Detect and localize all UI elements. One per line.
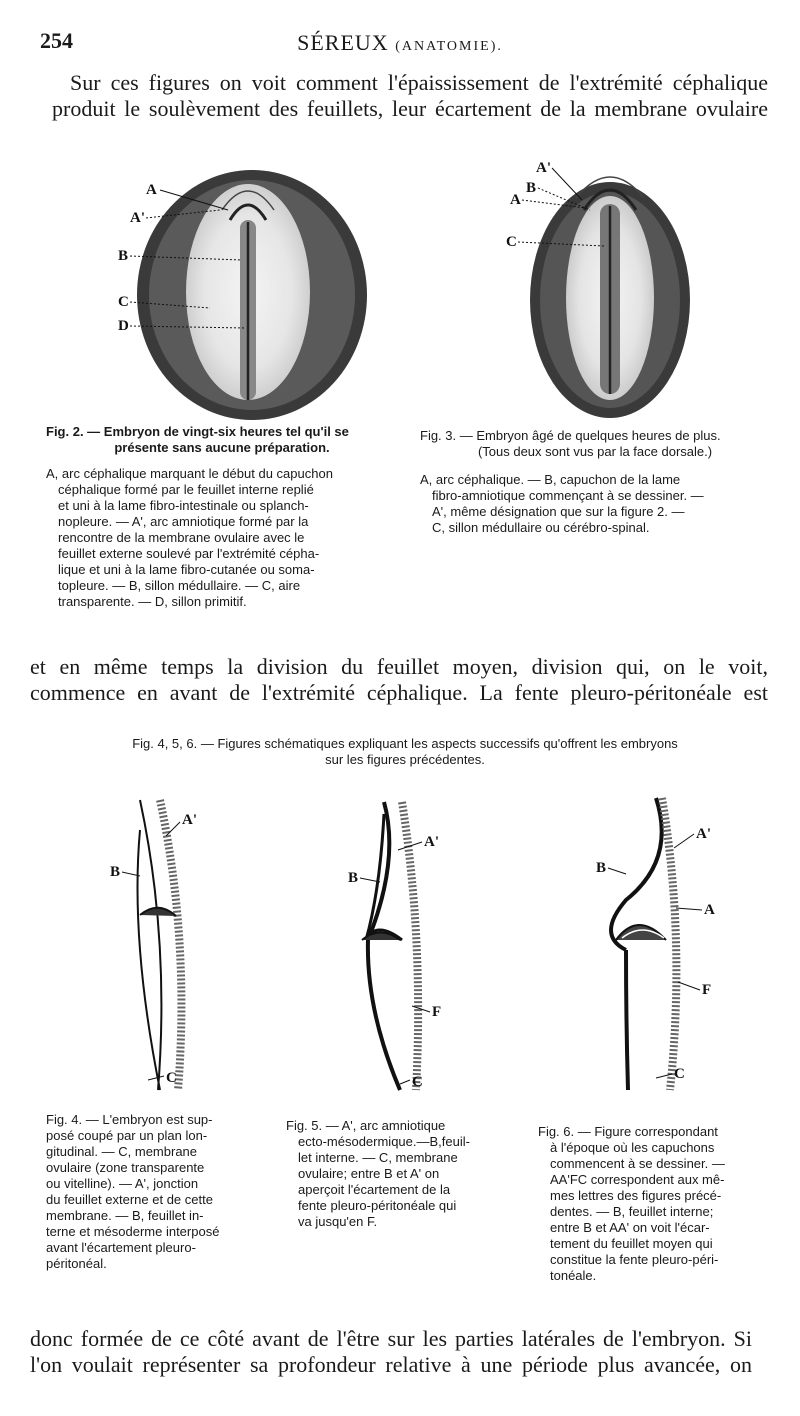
- fig4-label-b: B: [110, 864, 121, 880]
- fig6-caption-line: commencent à se dessiner. —: [550, 1156, 725, 1171]
- fig6-caption-line: mes lettres des figures précé-: [550, 1188, 722, 1203]
- fig5-leader-c: [400, 1080, 410, 1084]
- page-number: 254: [40, 28, 73, 53]
- intro-paragraph: [52, 70, 768, 122]
- fig3-legend-line: A', même désignation que sur la figure 2. —: [432, 504, 685, 519]
- fig4-caption-line: gitudinal. — C, membrane: [46, 1144, 198, 1159]
- fig4-ovular-membrane: [160, 800, 181, 1090]
- fig6-caption: [538, 1124, 770, 1284]
- fig6-illustration: [586, 790, 736, 1100]
- fig5-caption-line: va jusqu'en F.: [298, 1214, 378, 1229]
- fig4-caption-line: terne et mésoderme interposé: [46, 1224, 220, 1239]
- fig5-label-a-prime: A': [424, 834, 439, 850]
- fig2-legend-line: nopleure. — A', arc amniotique formé par la: [58, 514, 309, 529]
- running-head-title: SÉREUX: [297, 30, 389, 55]
- fig2-illustration: [110, 160, 410, 420]
- fig4-leader-c: [148, 1076, 164, 1080]
- fig2-legend-line: feuillet externe soulevé par l'extrémité cépha-: [58, 546, 320, 561]
- fig3-illustration: [500, 150, 760, 420]
- fig5-label-f: F: [432, 1004, 442, 1020]
- schematic-caption: [60, 736, 750, 768]
- fig3-label-a-prime: A': [536, 160, 551, 176]
- fig4-caption-line: du feuillet externe et de cette: [46, 1192, 213, 1207]
- fig4-caption: [46, 1112, 266, 1272]
- fig6-leader-f: [678, 982, 700, 990]
- fig6-leader-a: [676, 908, 702, 910]
- fig5-caption-line: ecto-mésodermique.—B,feuil-: [298, 1134, 470, 1149]
- fig4-caption-line: péritonéal.: [46, 1256, 107, 1271]
- fig5-caption-line: fente pleuro-péritonéale qui: [298, 1198, 457, 1213]
- fig4-caption-line: Fig. 4. — L'embryon est sup-: [46, 1112, 213, 1127]
- fig2-legend-line: A, arc céphalique marquant le début du capuchon: [46, 466, 333, 481]
- fig6-caption-line: entre B et AA' on voit l'écar-: [550, 1220, 710, 1235]
- fig5-label-c: C: [412, 1074, 423, 1090]
- fig4-caption-line: membrane. — B, feuillet in-: [46, 1208, 204, 1223]
- fig4-label-c: C: [166, 1070, 177, 1086]
- fig6-caption-line: à l'époque où les capuchons: [550, 1140, 715, 1155]
- fig2-label-d: D: [118, 318, 129, 334]
- fig3-legend-line: A, arc céphalique. — B, capuchon de la lame: [420, 472, 681, 487]
- intro-line-1: Sur ces figures on voit comment l'épaississement de l'extrémité céphalique: [70, 70, 768, 95]
- fig3-label-b: B: [526, 180, 537, 196]
- fig6-caption-line: tement du feuillet moyen qui: [550, 1236, 713, 1251]
- fig5-leader-a-prime: [398, 842, 422, 850]
- fig2-legend-line: céphalique formé par le feuillet interne replié: [58, 482, 314, 497]
- fig2-label-a: A: [146, 182, 157, 198]
- closing-line-2: l'on voulait représenter sa profondeur relative à une période plus avancée, on: [30, 1352, 752, 1377]
- fig5-ovular-membrane: [402, 802, 418, 1090]
- fig3-caption-title-1: Fig. 3. — Embryon âgé de quelques heures de plus.: [420, 428, 721, 443]
- fig6-caption-line: Fig. 6. — Figure correspondant: [538, 1124, 718, 1139]
- fig4-caption-line: ou vitelline). — A', jonction: [46, 1176, 199, 1191]
- fig6-caption-line: AA'FC correspondent aux mê-: [550, 1172, 725, 1187]
- fig3-label-a: A: [510, 192, 521, 208]
- schematic-caption-line-2: sur les figures précédentes.: [325, 752, 485, 767]
- fig4-outer-layer: [138, 830, 161, 1090]
- fig2-caption-title-1: Fig. 2. — Embryon de vingt-six heures tel qu'il se: [46, 424, 349, 439]
- running-head: [0, 30, 800, 56]
- fig3-caption-title-2: (Tous deux sont vus par la face dorsale.): [477, 444, 713, 459]
- fig2-legend-line: et uni à la lame fibro-intestinale ou splanch-: [58, 498, 309, 513]
- fig2-caption: [46, 424, 398, 610]
- fig4-caption-line: avant l'écartement pleuro-: [46, 1240, 196, 1255]
- fig4-caption-line: posé coupé par un plan lon-: [46, 1128, 208, 1143]
- fig2-legend-line: transparente. — D, sillon primitif.: [58, 594, 247, 609]
- fig5-amniotic-fold: [366, 814, 402, 940]
- fig4-caption-line: ovulaire (zone transparente: [46, 1160, 205, 1175]
- fig6-label-b: B: [596, 860, 607, 876]
- fig2-caption-title-2: présente sans aucune préparation.: [114, 440, 330, 455]
- fig3-legend-line: C, sillon médullaire ou cérébro-spinal.: [432, 520, 650, 535]
- intro-line-2: produit le soulèvement des feuillets, leur écartement de la membrane ovulaire: [52, 96, 768, 121]
- closing-paragraph: [30, 1326, 752, 1378]
- fig2-legend: [46, 466, 398, 610]
- fig4-illustration: [100, 790, 230, 1100]
- running-head-sub: (ANATOMIE).: [395, 39, 503, 54]
- fig6-inner-layer: [626, 950, 628, 1090]
- fig2-label-b: B: [118, 248, 129, 264]
- fig6-label-c: C: [674, 1066, 685, 1082]
- fig2-legend-line: topleure. — B, sillon médullaire. — C, aire: [58, 578, 301, 593]
- fig5-caption-line: Fig. 5. — A', arc amniotique: [286, 1118, 446, 1133]
- fig6-label-a: A: [704, 902, 715, 918]
- fig3-label-c: C: [506, 234, 517, 250]
- middle-line-2: commence en avant de l'extrémité céphalique. La fente pleuro-péritonéale est: [30, 680, 768, 705]
- fig2-label-c: C: [118, 294, 129, 310]
- fig2-label-a-prime: A': [130, 210, 145, 226]
- fig4-cephalic-fold: [140, 908, 176, 916]
- middle-line-1: et en même temps la division du feuillet moyen, division qui, on le voit,: [30, 654, 768, 679]
- fig6-label-f: F: [702, 982, 712, 998]
- fig5-label-b: B: [348, 870, 359, 886]
- fig3-legend: [420, 472, 770, 536]
- schematic-caption-line-1: Fig. 4, 5, 6. — Figures schématiques expliquant les aspects successifs qu'offrent les embryons: [132, 736, 678, 751]
- fig6-leader-b: [608, 868, 626, 874]
- middle-paragraph: [30, 654, 768, 706]
- fig5-inner-layer: [368, 802, 400, 1090]
- fig5-caption-line: ovulaire; entre B et A' on: [298, 1166, 440, 1181]
- fig6-label-a-prime: A': [696, 826, 711, 842]
- fig3-legend-line: fibro-amniotique commençant à se dessiner. —: [432, 488, 704, 503]
- fig5-caption-line: aperçoit l'écartement de la: [298, 1182, 451, 1197]
- fig3-leader-a-prime: [552, 168, 582, 200]
- fig5-illustration: [340, 790, 480, 1100]
- fig4-inner-layer: [140, 800, 161, 1090]
- fig2-legend-line: rencontre de la membrane ovulaire avec le: [58, 530, 305, 545]
- fig6-ovular-membrane: [662, 798, 676, 1090]
- fig5-caption-line: let interne. — C, membrane: [298, 1150, 458, 1165]
- fig6-caption-line: constitue la fente pleuro-péri-: [550, 1252, 719, 1267]
- fig6-leader-a-prime: [674, 834, 694, 848]
- fig6-caption-line: tonéale.: [550, 1268, 597, 1283]
- fig4-label-a-prime: A': [182, 812, 197, 828]
- fig5-caption: [286, 1118, 506, 1230]
- closing-line-1: donc formée de ce côté avant de l'être sur les parties latérales de l'embryon. Si: [30, 1326, 752, 1351]
- fig2-legend-line: lique et uni à la lame fibro-cutanée ou soma-: [58, 562, 315, 577]
- fig3-caption: [420, 428, 770, 536]
- fig6-caption-line: dentes. — B, feuillet interne;: [550, 1204, 714, 1219]
